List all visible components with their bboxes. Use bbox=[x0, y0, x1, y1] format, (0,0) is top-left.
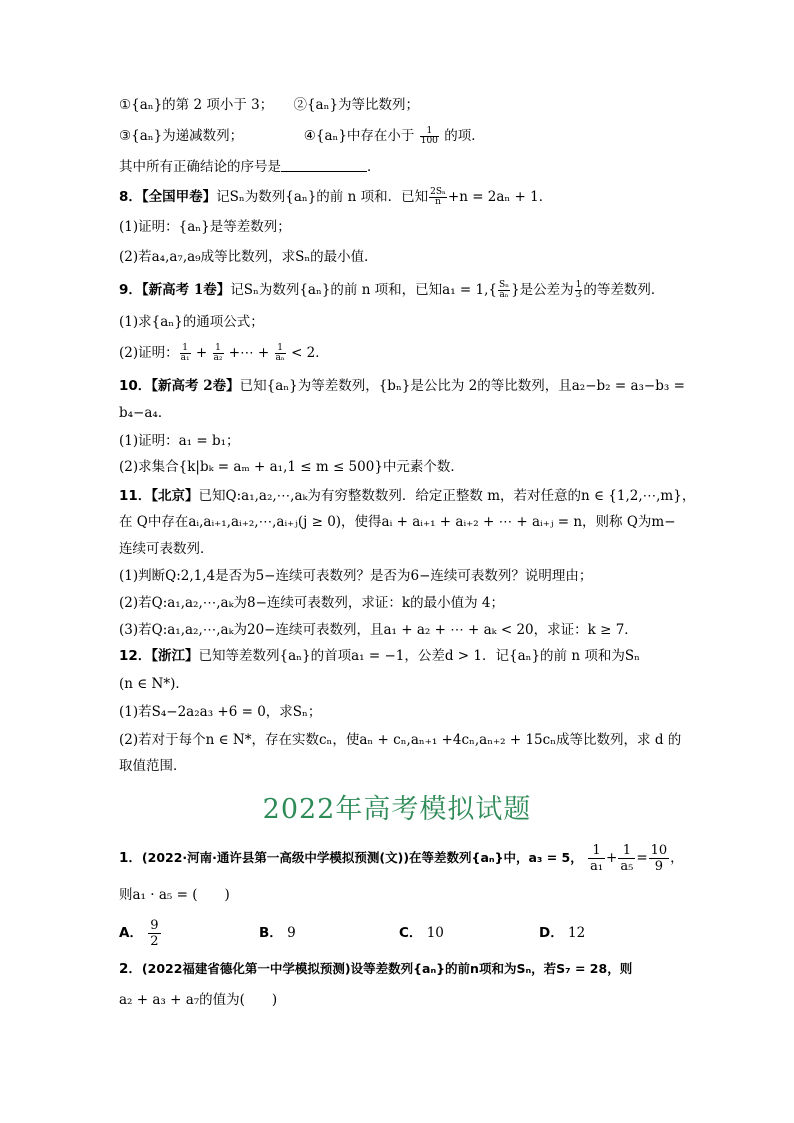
q10-continuation: b₄−a₄． bbox=[119, 405, 172, 421]
q10-number: 10． bbox=[119, 378, 152, 394]
q12-source: 【浙江】 bbox=[151, 648, 199, 664]
q9-number: 9． bbox=[119, 282, 142, 298]
q9-part-2-tail: < 2． bbox=[291, 345, 329, 361]
mock-q2-number: 2． bbox=[119, 961, 142, 977]
q11-continuation-2: 连续可表数列． bbox=[119, 541, 214, 557]
section-heading: 2022年高考模拟试题 bbox=[262, 794, 532, 825]
mock-q1-options bbox=[119, 918, 679, 949]
fraction-10-9: $\frac{10}{9}$ bbox=[650, 843, 668, 874]
mock-q2-stem bbox=[119, 960, 632, 978]
q7-answer-line: 其中所有正确结论的序号是 ． bbox=[119, 159, 381, 175]
q9-part-2-lead: (2)证明： bbox=[119, 345, 179, 361]
q11-stem bbox=[119, 487, 695, 505]
q7-options-line-1: ①{aₙ}的第 2 项小于 3； ②{aₙ}为等比数列； bbox=[119, 97, 420, 113]
q9-stem: 9．【新高考 1卷】记Sₙ为数列{aₙ}的前 n 项和，已知a₁ = 1,{ $\frac{\text{Sₙ}}{\text{aₙ}}$ }是公差为 $\frac{1}{3}$ 的等差数列． bbox=[119, 280, 665, 300]
q8-part-2: (2)若a₄,a₇,a₉成等比数列，求Sₙ的最小值． bbox=[119, 249, 378, 265]
q11-source: 【北京】 bbox=[151, 488, 199, 504]
mock-q1-question: 则a₁ · a₅ = ( ) bbox=[119, 887, 230, 903]
q10-part-2: (2)求集合{k|bₖ = aₘ + a₁,1 ≤ m ≤ 500}中元素个数． bbox=[119, 459, 464, 475]
option-d-value: 12 bbox=[568, 925, 586, 941]
mock-q1-stem: 1．(2022·河南·通许县第一高级中学模拟预测(文))在等差数列{aₙ}中，a₃ = 5， $\frac{1}{\text{a₁}}$ + $\frac{1}{\text{a₅}}$ = $\frac{10}{9}$ ， bbox=[119, 843, 684, 874]
option-a-label: A． bbox=[119, 925, 143, 941]
fraction-1-a5-big: $\frac{1}{\text{a₅}}$ bbox=[620, 843, 634, 874]
q7-option-4-tail: 的项． bbox=[444, 128, 485, 144]
q9-source: 【新高考 1卷】 bbox=[141, 282, 231, 298]
fraction-1-a1: $\frac{1}{\text{a₁}}$ bbox=[180, 343, 190, 363]
q12-text: 已知等差数列{aₙ}的首项a₁ = −1，公差d > 1．记{aₙ}的前 n 项和为Sₙ bbox=[198, 648, 640, 664]
q7-prompt: 其中所有正确结论的序号是 bbox=[119, 159, 281, 175]
fraction-1-an: $\frac{1}{\text{aₙ}}$ bbox=[275, 343, 285, 363]
fraction-2sn-n: $\frac{\text{2Sₙ}}{n}$ bbox=[430, 187, 446, 207]
q9-tail: 是公差为 bbox=[519, 282, 574, 298]
q12-number: 12． bbox=[119, 648, 152, 664]
q8-text: 记Sₙ为数列{aₙ}的前 n 项和．已知 bbox=[216, 189, 429, 205]
q10-source: 【新高考 2卷】 bbox=[151, 378, 240, 394]
q7-option-3: ③{aₙ}为递减数列； bbox=[119, 128, 244, 144]
mock-q2-text: (2022福建省德化第一中学模拟预测)设等差数列{aₙ}的前n项和为Sₙ，若S₇ = 28，则 bbox=[141, 961, 633, 976]
q12-stem bbox=[119, 647, 640, 665]
q7-option-4: ④{aₙ}中存在小于 bbox=[303, 128, 415, 144]
q12-continuation-2: 取值范围． bbox=[119, 758, 187, 774]
q9-tail-2: 的等差数列． bbox=[583, 282, 665, 298]
q9-text: 记Sₙ为数列{aₙ}的前 n 项和，已知a₁ = 1, bbox=[230, 282, 489, 298]
q11-part-3: (3)若Q:a₁,a₂,⋯,aₖ为20−连续可表数列，且a₁ + a₂ + ⋯ + aₖ < 20，求证：k ≥ 7． bbox=[119, 622, 638, 638]
q10-part-1: (1)证明：a₁ = b₁； bbox=[119, 433, 240, 449]
option-b-value: 9 bbox=[287, 925, 296, 941]
q11-part-1: (1)判断Q:2,1,4是否为5−连续可表数列？是否为6−连续可表数列？说明理由； bbox=[119, 568, 593, 584]
q12-part-1: (1)若S₄−2a₂a₃ +6 = 0，求Sₙ； bbox=[119, 704, 322, 720]
option-d[interactable] bbox=[539, 924, 679, 942]
q8-stem bbox=[119, 188, 552, 207]
fraction-1-3: $\frac{1}{3}$ bbox=[575, 280, 582, 300]
q7-options-line-2 bbox=[119, 127, 485, 146]
option-c-value: 10 bbox=[426, 925, 444, 941]
q9-part-1: (1)求{aₙ}的通项公式； bbox=[119, 314, 264, 330]
equals-sign: = bbox=[636, 850, 648, 866]
q11-text: 已知Q:a₁,a₂,⋯,aₖ为有穷整数数列．给定正整数 m，若对任意的n ∈ {1,2,⋯,m}， bbox=[198, 488, 696, 504]
q12-part-2: (2)若对于每个n ∈ N*，存在实数cₙ，使aₙ + cₙ,aₙ₊₁ +4cₙ,aₙ₊₂ + 15cₙ成等比数列，求 d 的 bbox=[119, 732, 682, 748]
q12-continuation: (n ∈ N*)． bbox=[119, 676, 189, 692]
q9-part-2: (2)证明： $\frac{1}{\text{a₁}}$ + $\frac{1}{\text{a₂}}$ +⋯ + $\frac{1}{\text{aₙ}}$ < 2． bbox=[119, 343, 329, 363]
q11-continuation-1: 在 Q中存在aᵢ,aᵢ₊₁,aᵢ₊₂,⋯,aᵢ₊ⱼ(j ≥ 0)，使得aᵢ + aᵢ₊₁ + aᵢ₊₂ + ⋯ + aᵢ₊ⱼ = n，则称 Q为m− bbox=[119, 514, 676, 530]
q11-part-2: (2)若Q:a₁,a₂,⋯,aₖ为8−连续可表数列，求证：k的最小值为 4； bbox=[119, 595, 504, 611]
q10-text: 已知{aₙ}为等差数列，{bₙ}是公比为 2的等比数列，且a₂−b₂ = a₃−b₃ = bbox=[239, 378, 685, 394]
mock-q2-question: a₂ + a₃ + a₇的值为( ) bbox=[119, 992, 278, 1008]
answer-blank[interactable] bbox=[281, 158, 367, 172]
q8-number: 8． bbox=[119, 189, 142, 205]
q11-number: 11． bbox=[119, 488, 152, 504]
mock-q1-text: (2022·河南·通许县第一高级中学模拟预测(文))在等差数列{aₙ}中，a₃ = 5， bbox=[141, 850, 583, 865]
option-c[interactable] bbox=[399, 924, 539, 942]
q8-part-1: (1)证明：{aₙ}是等差数列； bbox=[119, 219, 291, 235]
mock-q1-number: 1． bbox=[119, 850, 142, 866]
fraction-1-a1-big: $\frac{1}{\text{a₁}}$ bbox=[590, 843, 604, 874]
fraction-9-2: $\frac{9}{2}$ bbox=[150, 918, 159, 949]
fraction-1-100: $\frac{1}{100}$ bbox=[420, 126, 438, 146]
q8-tail: +n = 2aₙ + 1． bbox=[447, 189, 553, 205]
q8-source: 【全国甲卷】 bbox=[141, 189, 217, 205]
option-d-label: D． bbox=[539, 925, 564, 941]
option-a[interactable] bbox=[119, 918, 259, 949]
fraction-1-a2: $\frac{1}{\text{a₂}}$ bbox=[213, 343, 223, 363]
fraction-sn-an: $\frac{\text{Sₙ}}{\text{aₙ}}$ bbox=[499, 280, 510, 300]
option-c-label: C． bbox=[399, 925, 423, 941]
q10-stem bbox=[119, 377, 685, 395]
option-b-label: B． bbox=[259, 925, 283, 941]
option-b[interactable] bbox=[259, 924, 399, 942]
